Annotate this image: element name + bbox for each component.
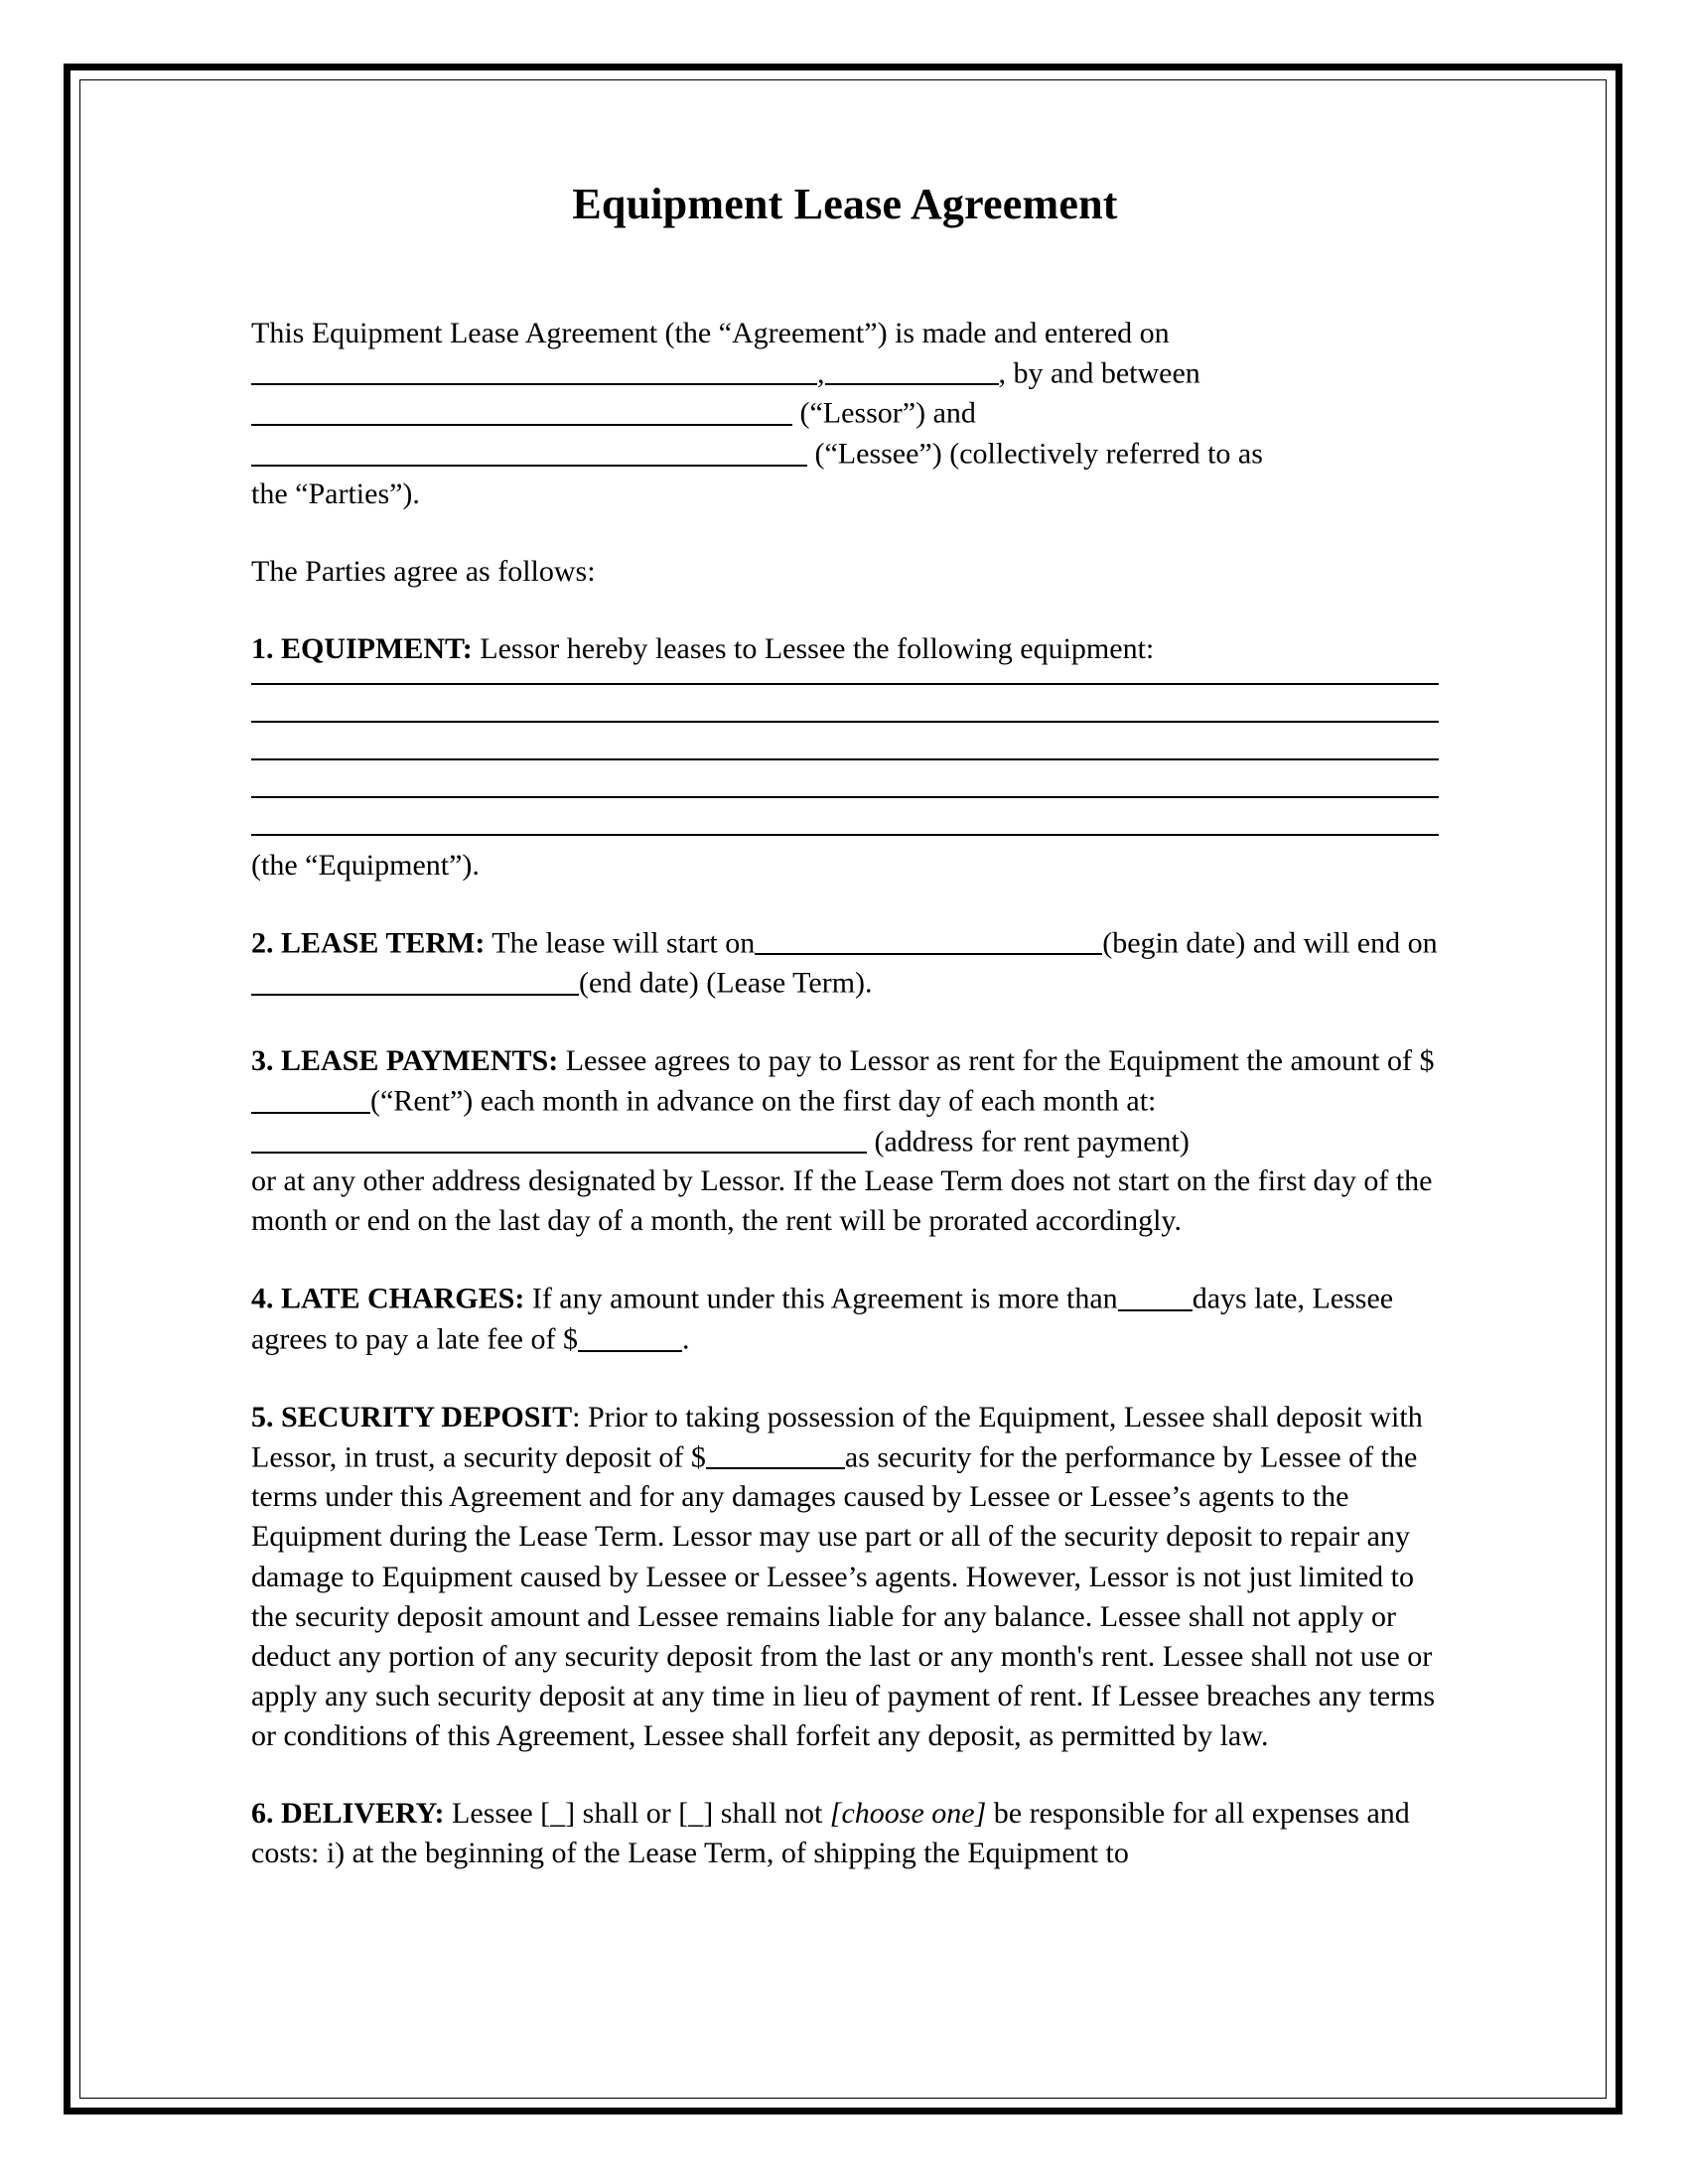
page-title: Equipment Lease Agreement — [572, 180, 1118, 228]
intro-parties-line: the “Parties”). — [251, 477, 420, 510]
section-6-delivery — [251, 1794, 1439, 1873]
section-5-heading: SECURITY DEPOSIT — [281, 1400, 573, 1433]
date-blank-1[interactable] — [251, 353, 817, 386]
section-3-text-c: (address for rent payment) — [867, 1125, 1190, 1159]
page-border-outer — [64, 64, 1622, 2115]
equipment-description-lines — [251, 683, 1439, 836]
section-6-choose-one: [choose one] — [829, 1796, 987, 1830]
lessee-name-blank[interactable] — [251, 434, 807, 467]
section-1-number: 1. — [251, 631, 274, 665]
begin-date-blank[interactable] — [755, 923, 1102, 956]
section-3-text-d: or at any other address designated by Lessor. If the Lease Term does not start on the first day of the month or end on the last day of a month, the rent will be prorated accordingly. — [251, 1164, 1433, 1238]
section-1-lead: Lessor hereby leases to Lessee the following equipment: — [472, 631, 1155, 665]
section-5-text-b: as security for the performance by Lessee of the terms under this Agreement and for any damages caused by Lessee or Lessee’s agents to the Equipment during the Lease Term. Lessor may use part or all of the security deposit to repair any damage to Equipment caused by Lessee or Lessee’s agents. However, Lessor is not just limited to the security deposit amount and Lessee remains liable for any balance. Lessee shall not apply or deduct any portion of any security deposit from the last or any month's rent. Lessee shall not use or apply any such security deposit at any time in lieu of payment of rent. If Lessee breaches any terms or conditions of this Agreement, Lessee shall forfeit any deposit, as permitted by law. — [251, 1440, 1436, 1752]
section-2-lease-term — [251, 923, 1439, 1004]
section-4-text-b: days late, Lessee agrees to pay a late fee of $ — [251, 1283, 1394, 1356]
security-deposit-blank[interactable] — [706, 1437, 845, 1470]
section-6-text-c: be responsible for all expenses and costs: i) at the beginning of the Lease Term, of shipping the Equipment to — [251, 1796, 1410, 1869]
section-4-text-a: If any amount under this Agreement is more than — [524, 1283, 1118, 1316]
intro-line1: This Equipment Lease Agreement (the “Agreement”) is made and entered on — [251, 316, 1170, 349]
parties-agree-line: The Parties agree as follows: — [251, 554, 596, 588]
section-3-lease-payments — [251, 1041, 1439, 1241]
document-body — [251, 180, 1439, 1911]
equipment-blank-line-4[interactable] — [251, 796, 1439, 798]
equipment-blank-line-3[interactable] — [251, 758, 1439, 760]
section-4-heading: LATE CHARGES: — [281, 1283, 525, 1316]
intro-comma-1: , — [817, 356, 825, 390]
section-4-text-c: . — [682, 1322, 690, 1356]
intro-paragraph — [251, 314, 1439, 514]
section-1-equipment — [251, 629, 1439, 669]
intro-lessee-label: (“Lessee”) (collectively referred to as — [807, 437, 1263, 471]
section-6-heading: DELIVERY: — [281, 1796, 445, 1830]
late-days-blank[interactable] — [1118, 1279, 1193, 1311]
equipment-blank-line-5[interactable] — [251, 834, 1439, 836]
section-4-late-charges — [251, 1279, 1439, 1359]
section-1-heading: EQUIPMENT: — [281, 631, 473, 665]
section-2-text-c: and will end on — [1252, 926, 1438, 960]
section-2-heading: LEASE TERM: — [281, 926, 486, 960]
end-date-blank[interactable] — [251, 963, 579, 996]
intro-byandbetween: , by and between — [998, 356, 1200, 390]
section-3-text-b: (“Rent”) each month in advance on the first day of each month at: — [370, 1084, 1157, 1118]
section-2-number: 2. — [251, 926, 274, 960]
rent-address-blank[interactable] — [251, 1122, 867, 1155]
intro-lessor-label: (“Lessor”) and — [792, 396, 976, 430]
section-5-security-deposit — [251, 1398, 1439, 1756]
equipment-blank-line-2[interactable] — [251, 721, 1439, 723]
section-6-text-a: Lessee [_] shall or [_] shall not — [444, 1796, 830, 1830]
section-5-text-a: : Prior to taking possession of the Equipment, Lessee shall deposit with Lessor, in trust, a security deposit of $ — [251, 1400, 1423, 1474]
section-3-heading: LEASE PAYMENTS: — [281, 1044, 559, 1078]
section-5-number: 5. — [251, 1400, 274, 1433]
page-border-inner — [79, 79, 1607, 2099]
section-4-number: 4. — [251, 1283, 274, 1316]
section-2-text-b: (begin date) — [1102, 926, 1246, 960]
lessor-name-blank[interactable] — [251, 393, 792, 426]
equipment-closing-line: (the “Equipment”). — [251, 848, 480, 882]
section-3-number: 3. — [251, 1044, 274, 1078]
equipment-blank-line-1[interactable] — [251, 683, 1439, 685]
late-fee-blank[interactable] — [578, 1319, 682, 1352]
rent-amount-blank[interactable] — [251, 1081, 370, 1114]
date-blank-2[interactable] — [825, 353, 999, 386]
section-2-text-a: The lease will start on — [485, 926, 756, 960]
section-3-text-a: Lessee agrees to pay to Lessor as rent for the Equipment the amount of $ — [558, 1044, 1435, 1078]
section-6-number: 6. — [251, 1796, 274, 1830]
section-2-text-d: (end date) (Lease Term). — [579, 966, 873, 1000]
